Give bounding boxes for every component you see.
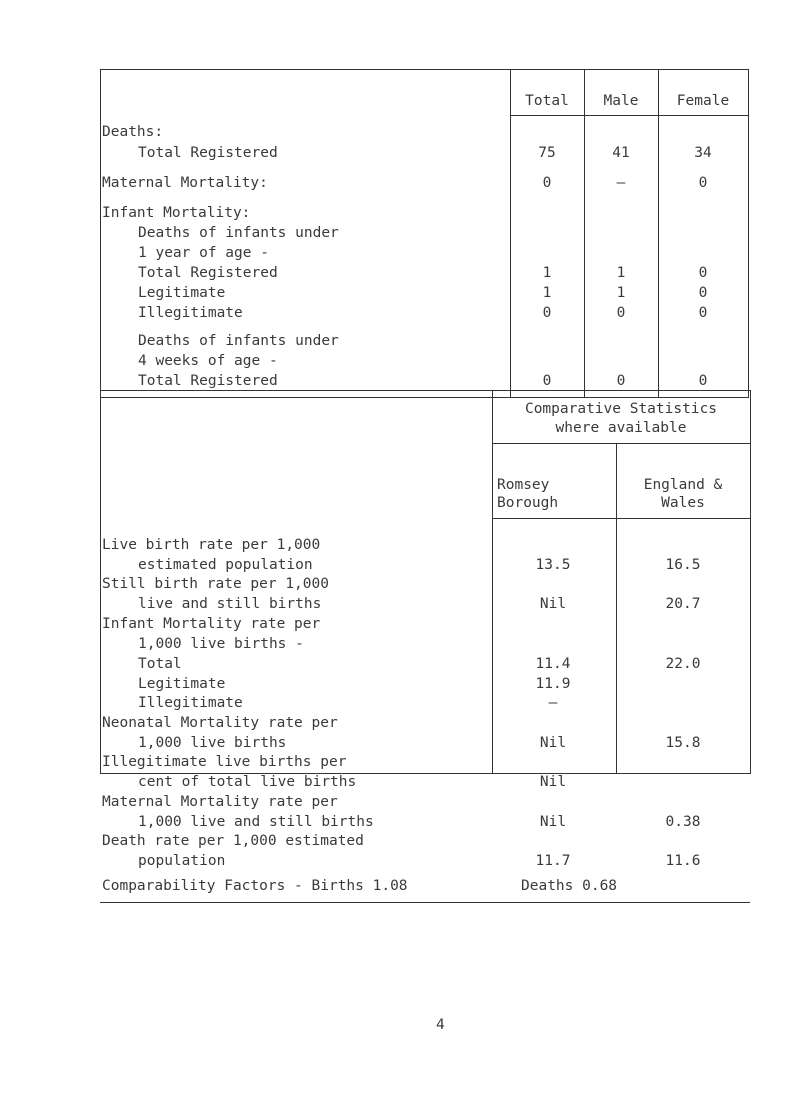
row-label: Total Registered — [138, 145, 278, 161]
row-label: live and still births — [138, 596, 322, 612]
row-label: Legitimate — [138, 285, 226, 301]
male-value: 1 — [616, 265, 626, 281]
row-label: 4 weeks of age - — [138, 353, 278, 369]
table-border-left — [100, 69, 101, 398]
column-header-england: Wales — [661, 495, 705, 511]
row-label: Illegitimate live births per — [102, 754, 347, 770]
row-label: Infant Mortality rate per — [102, 616, 321, 632]
total-value: 0 — [542, 305, 552, 321]
table-border-right — [750, 390, 751, 774]
table-border-bottom — [100, 397, 749, 398]
female-value: 0 — [698, 305, 708, 321]
total-value: 0 — [542, 175, 552, 191]
column-header-male: Male — [603, 93, 639, 109]
column-divider — [492, 390, 493, 774]
romsey-value: 13.5 — [535, 557, 571, 573]
row-label: Total — [138, 656, 182, 672]
total-value: 75 — [538, 145, 556, 161]
comparability-factors-deaths: Deaths 0.68 — [521, 878, 618, 894]
england-value: 11.6 — [665, 853, 701, 869]
page-number: 4 — [436, 1017, 445, 1033]
england-value: 15.8 — [665, 735, 701, 751]
column-header-total: Total — [525, 93, 569, 109]
group-header-line: Comparative Statistics — [524, 401, 718, 417]
row-label: 1 year of age - — [138, 245, 269, 261]
male-value: 0 — [616, 305, 626, 321]
row-label: cent of total live births — [138, 774, 357, 790]
romsey-value: Nil — [539, 596, 567, 612]
comparability-factors-births: Comparability Factors - Births 1.08 — [102, 878, 408, 894]
column-divider — [510, 69, 511, 398]
england-value: 0.38 — [665, 814, 701, 830]
column-divider — [584, 69, 585, 398]
romsey-value: 11.9 — [535, 676, 571, 692]
group-header-line: where available — [555, 420, 687, 436]
column-header-england: England & — [643, 477, 723, 493]
female-value: 34 — [694, 145, 712, 161]
header-divider — [492, 518, 751, 519]
row-label: Still birth rate per 1,000 — [102, 576, 329, 592]
column-header-romsey: Borough — [497, 495, 559, 511]
total-value: 0 — [542, 373, 552, 389]
column-divider — [616, 443, 617, 774]
table-border-top — [100, 69, 749, 70]
header-divider — [510, 115, 749, 116]
male-value: 41 — [612, 145, 630, 161]
row-label: Illegitimate — [138, 695, 243, 711]
romsey-value: Nil — [539, 774, 567, 790]
row-label: estimated population — [138, 557, 313, 573]
table-border-left — [100, 390, 101, 774]
row-label: Total Registered — [138, 373, 278, 389]
row-label: Death rate per 1,000 estimated — [102, 833, 364, 849]
row-label: Illegitimate — [138, 305, 243, 321]
row-label: Maternal Mortality: — [102, 175, 268, 191]
romsey-value: 11.7 — [535, 853, 571, 869]
row-label: 1,000 live births — [138, 735, 287, 751]
england-value: 16.5 — [665, 557, 701, 573]
footer-rule — [100, 902, 750, 903]
female-value: 0 — [698, 373, 708, 389]
table-border-top — [100, 390, 751, 391]
total-value: 1 — [542, 285, 552, 301]
row-label: 1,000 live and still births — [138, 814, 374, 830]
england-value: 20.7 — [665, 596, 701, 612]
header-divider — [492, 443, 751, 444]
female-value: 0 — [698, 175, 708, 191]
column-divider — [658, 69, 659, 398]
male-value: 0 — [616, 373, 626, 389]
total-value: 1 — [542, 265, 552, 281]
male-value: 1 — [616, 285, 626, 301]
row-label: Infant Mortality: — [102, 205, 251, 221]
row-label: Neonatal Mortality rate per — [102, 715, 338, 731]
row-label: Total Registered — [138, 265, 278, 281]
romsey-value: – — [548, 695, 558, 711]
row-label: population — [138, 853, 226, 869]
row-label: Deaths: — [102, 124, 164, 140]
column-header-female: Female — [676, 93, 730, 109]
romsey-value: Nil — [539, 735, 567, 751]
row-label: Live birth rate per 1,000 — [102, 537, 321, 553]
female-value: 0 — [698, 285, 708, 301]
table-border-right — [748, 69, 749, 398]
row-label: Deaths of infants under — [138, 225, 339, 241]
england-value: 22.0 — [665, 656, 701, 672]
column-header-romsey: Romsey — [497, 477, 550, 493]
row-label: Legitimate — [138, 676, 226, 692]
romsey-value: Nil — [539, 814, 567, 830]
female-value: 0 — [698, 265, 708, 281]
romsey-value: 11.4 — [535, 656, 571, 672]
row-label: Maternal Mortality rate per — [102, 794, 338, 810]
male-value: – — [616, 175, 626, 191]
row-label: 1,000 live births - — [138, 636, 304, 652]
row-label: Deaths of infants under — [138, 333, 339, 349]
